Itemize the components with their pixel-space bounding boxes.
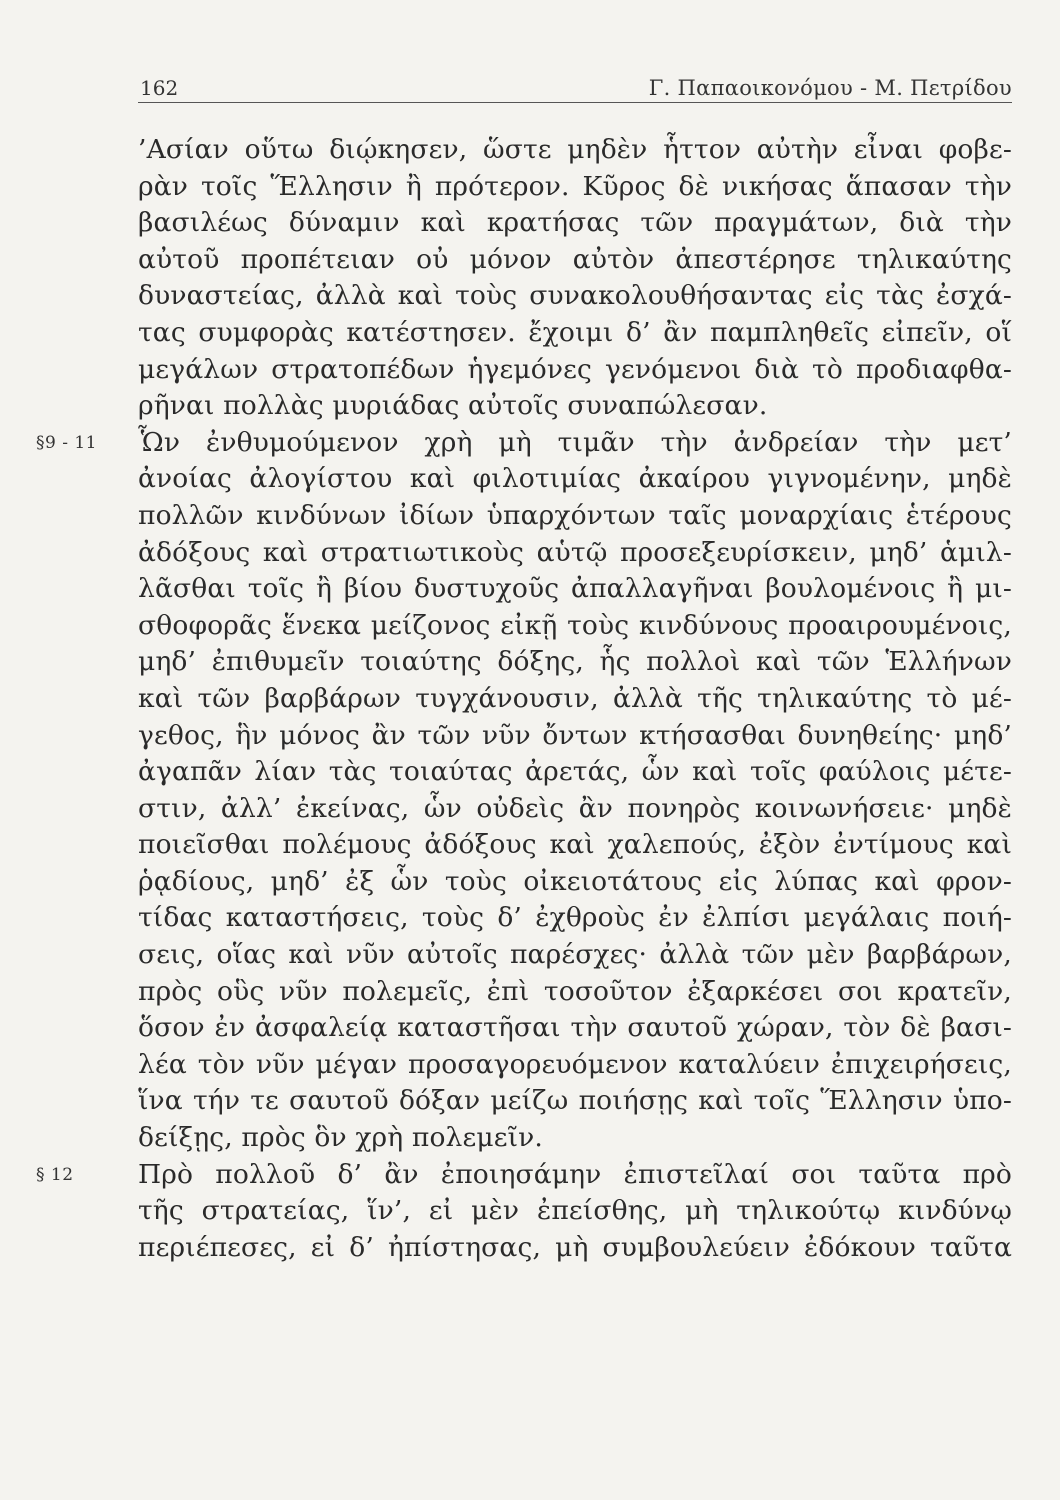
line-text: σεις, οἵας καὶ νῦν αὐτοῖς παρέσχες· ἀλλὰ τῶν μὲν βαρβάρων,	[138, 939, 1012, 971]
text-line	[138, 974, 1012, 1011]
line-text: στιν, ἀλλ’ ἐκείνας, ὧν οὐδεὶς ἂν πονηρὸς κοινωνήσειε· μηδὲ	[138, 792, 1012, 824]
line-text: μηδ’ ἐπιθυμεῖν τοιαύτης δόξης, ἧς πολλοὶ καὶ τῶν Ἑλλήνων	[138, 646, 1012, 678]
line-text: λᾶσθαι τοῖς ἢ βίου δυστυχοῦς ἀπαλλαγῆναι βουλομένοις ἢ μι-	[138, 573, 1012, 605]
line-text: καὶ τῶν βαρβάρων τυγχάνουσιν, ἀλλὰ τῆς τηλικαύτης τὸ μέ-	[138, 682, 1012, 714]
text-line	[138, 315, 1012, 352]
text-line	[138, 352, 1012, 389]
text-line	[138, 1083, 1012, 1120]
text-line	[138, 535, 1012, 572]
line-text: ἀνοίας ἀλογίστου καὶ φιλοτιμίας ἀκαίρου γιγνομένην, μηδὲ	[138, 463, 1012, 495]
line-text: βασιλέως δύναμιν καὶ κρατήσας τῶν πραγμάτων, διὰ τὴν	[138, 207, 1012, 239]
line-text: περιέπεσες, εἰ δ’ ἠπίστησας, μὴ συμβουλεύειν ἐδόκουν ταῦτα	[138, 1231, 1012, 1263]
text-line	[138, 1010, 1012, 1047]
text-line	[138, 388, 1012, 425]
section-marker: §9 - 11	[36, 432, 97, 453]
text-line	[138, 827, 1012, 864]
line-text: Ὧν ἐνθυμούμενον χρὴ μὴ τιμᾶν τὴν ἀνδρείαν τὴν μετ’	[138, 426, 1012, 458]
line-text: τας συμφορὰς κατέστησεν. ἔχοιμι δ’ ἂν παμπληθεῖς εἰπεῖν, οἵ	[138, 316, 1012, 348]
line-text: πολλῶν κινδύνων ἰδίων ὑπαρχόντων ταῖς μοναρχίαις ἑτέρους	[138, 499, 1012, 531]
line-text: ρῆναι πολλὰς μυριάδας αὐτοῖς συναπώλεσαν.	[138, 390, 768, 422]
text-line	[138, 571, 1012, 608]
text-line	[138, 242, 1012, 279]
running-head: Γ. Παπαοικονόμου - Μ. Πετρίδου	[648, 76, 1012, 100]
line-text: Πρὸ πολλοῦ δ’ ἂν ἐποιησάμην ἐπιστεῖλαί σοι ταῦτα πρὸ	[138, 1158, 1012, 1190]
text-line	[138, 461, 1012, 498]
line-text: ἵνα τήν τε σαυτοῦ δόξαν μείζω ποιήσῃς καὶ τοῖς Ἕλλησιν ὑπο-	[138, 1085, 1012, 1117]
line-text: ποιεῖσθαι πολέμους ἀδόξους καὶ χαλεπούς, ἐξὸν ἐντίμους καὶ	[138, 829, 1012, 861]
text-line	[138, 718, 1012, 755]
line-text: λέα τὸν νῦν μέγαν προσαγορευόμενον καταλύειν ἐπιχειρήσεις,	[138, 1048, 1012, 1080]
text-line	[138, 937, 1012, 974]
page-header	[138, 72, 1012, 103]
text-line	[138, 754, 1012, 791]
line-text: πρὸς οὓς νῦν πολεμεῖς, ἐπὶ τοσοῦτον ἐξαρκέσει σοι κρατεῖν,	[138, 975, 1012, 1007]
line-text: ῥᾳδίους, μηδ’ ἐξ ὧν τοὺς οἰκειοτάτους εἰς λύπας καὶ φρον-	[138, 865, 1012, 897]
text-line	[138, 1120, 1012, 1157]
body-text	[36, 132, 1012, 1266]
text-line	[138, 169, 1012, 206]
line-text: ἀδόξους καὶ στρατιωτικοὺς αὑτῷ προσεξευρίσκειν, μηδ’ ἁμιλ-	[138, 536, 1012, 568]
text-line	[138, 864, 1012, 901]
line-text: αὐτοῦ προπέτειαν οὐ μόνον αὐτὸν ἀπεστέρησε τηλικαύτης	[138, 243, 1012, 275]
text-line	[138, 644, 1012, 681]
text-line	[138, 681, 1012, 718]
text-line	[138, 498, 1012, 535]
line-text: ὅσον ἐν ἀσφαλείᾳ καταστῆσαι τὴν σαυτοῦ χώραν, τὸν δὲ βασι-	[138, 1012, 1012, 1044]
line-text: ἀγαπᾶν λίαν τὰς τοιαύτας ἀρετάς, ὧν καὶ τοῖς φαύλοις μέτε-	[138, 756, 1012, 788]
line-text: ρὰν τοῖς Ἕλλησιν ἢ πρότερον. Κῦρος δὲ νικήσας ἅπασαν τὴν	[138, 170, 1012, 202]
text-line	[138, 205, 1012, 242]
text-line	[138, 1193, 1012, 1230]
text-line	[36, 1157, 1012, 1194]
text-line	[138, 791, 1012, 828]
line-text: μεγάλων στρατοπέδων ἡγεμόνες γενόμενοι διὰ τὸ προδιαφθα-	[138, 353, 1012, 385]
line-text: γεθος, ἣν μόνος ἂν τῶν νῦν ὄντων κτήσασθαι δυνηθείης· μηδ’	[138, 719, 1012, 751]
line-text: τῆς στρατείας, ἵν’, εἰ μὲν ἐπείσθης, μὴ τηλικούτῳ κινδύνῳ	[138, 1195, 1012, 1227]
line-text: τίδας καταστήσεις, τοὺς δ’ ἐχθροὺς ἐν ἐλπίσι μεγάλαις ποιή-	[138, 902, 1012, 934]
line-text: δείξῃς, πρὸς ὃν χρὴ πολεμεῖν.	[138, 1122, 543, 1154]
line-text: ’Ασίαν οὕτω διῴκησεν, ὥστε μηδὲν ἧττον αὐτὴν εἶναι φοβε-	[138, 134, 1012, 165]
text-line	[138, 1230, 1012, 1267]
section-marker: § 12	[36, 1164, 74, 1185]
line-text: σθοφορᾶς ἕνεκα μείζονος εἰκῇ τοὺς κινδύνους προαιρουμένοις,	[138, 609, 1012, 641]
text-line	[138, 1047, 1012, 1084]
text-line	[138, 278, 1012, 315]
line-text: δυναστείας, ἀλλὰ καὶ τοὺς συνακολουθήσαντας εἰς τὰς ἐσχά-	[138, 280, 1012, 312]
text-line	[138, 608, 1012, 645]
text-line	[138, 132, 1012, 169]
text-line	[138, 900, 1012, 937]
page-number: 162	[140, 76, 179, 100]
text-line	[36, 425, 1012, 462]
